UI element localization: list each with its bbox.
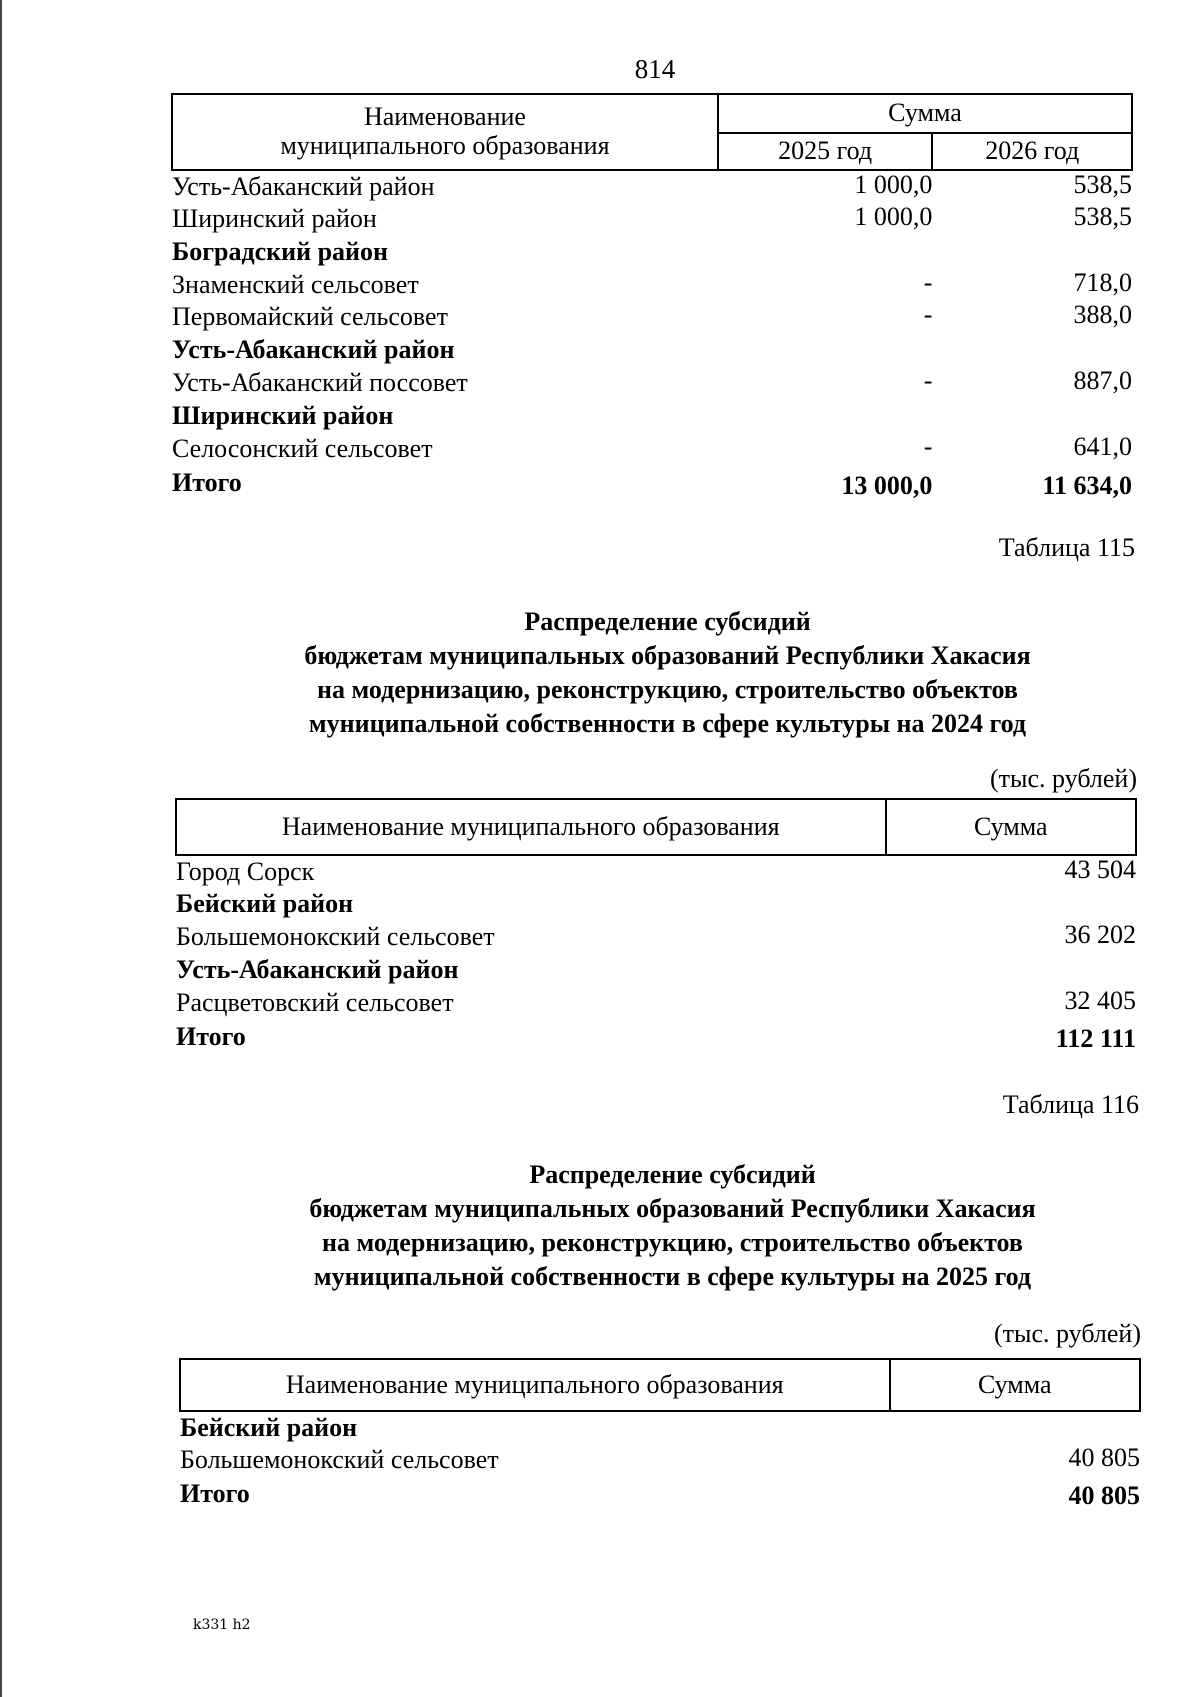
row-name: Расцветовский сельсовет xyxy=(176,988,454,1018)
table-row xyxy=(172,269,1132,301)
column-header-name: Наименование муниципального образования xyxy=(180,1359,890,1411)
title-line: Распределение субсидий xyxy=(529,1160,816,1189)
subsidy-table-2025 xyxy=(179,1358,1141,1511)
row-value: 32 405 xyxy=(1064,986,1136,1015)
column-header-sum: Сумма xyxy=(890,1359,1141,1411)
column-header-sum: Сумма xyxy=(718,94,1132,133)
column-header-2026: 2026 год xyxy=(932,133,1132,170)
row-value-2025: - xyxy=(923,268,933,297)
table-body xyxy=(176,855,1136,1054)
row-value-2026 xyxy=(932,236,1132,269)
row-value-2026: 388,0 xyxy=(1073,300,1132,329)
title-line: на модернизацию, реконструкцию, строительство объектов xyxy=(317,675,1018,704)
table-row xyxy=(172,170,1132,203)
row-name: Большемонокский сельсовет xyxy=(176,922,495,952)
row-name: Бейский район xyxy=(180,1412,358,1442)
table-row xyxy=(172,334,1132,367)
row-value-2025: - xyxy=(923,432,933,461)
table-row xyxy=(172,236,1132,269)
row-value-2025 xyxy=(718,236,933,269)
row-value-2026 xyxy=(932,400,1132,433)
title-line: на модернизацию, реконструкцию, строительство объектов xyxy=(322,1228,1023,1257)
table-116-units: (тыс. рублей) xyxy=(993,1319,1141,1348)
row-value-2025 xyxy=(718,334,933,367)
table-row xyxy=(172,465,1132,501)
table-row xyxy=(172,203,1132,236)
subsidy-table-continued xyxy=(171,93,1133,501)
table-row xyxy=(172,433,1132,465)
row-name: Усть-Абаканский поссовет xyxy=(172,368,468,398)
row-value: 36 202 xyxy=(1064,920,1136,949)
row-name: Первомайский сельсовет xyxy=(172,302,448,332)
row-name: Селосонский сельсовет xyxy=(172,433,433,463)
row-name: Ширинский район xyxy=(172,204,377,234)
row-name: Усть-Абаканский район xyxy=(172,335,455,365)
row-name: Усть-Абаканский район xyxy=(176,955,459,985)
row-value: 43 504 xyxy=(1064,855,1136,884)
row-name: Бейский район xyxy=(176,889,354,919)
row-value-2025: 1 000,0 xyxy=(854,202,933,231)
row-value-2026: 718,0 xyxy=(1073,268,1132,297)
row-value-2026 xyxy=(932,334,1132,367)
row-name: Ширинский район xyxy=(172,401,394,431)
page-number: 814 xyxy=(634,54,676,84)
table-body xyxy=(172,170,1132,501)
scan-left-edge xyxy=(0,0,2,1697)
table-row xyxy=(172,301,1132,334)
row-value: 112 111 xyxy=(1055,1024,1136,1054)
table-row xyxy=(176,954,1136,987)
table-116-caption: Таблица 116 xyxy=(1002,1090,1139,1119)
subsidy-table-2024 xyxy=(175,798,1137,1054)
table-row xyxy=(176,1020,1136,1054)
row-name: Знаменский сельсовет xyxy=(172,269,419,299)
row-name: Усть-Абаканский район xyxy=(172,171,435,201)
table-row xyxy=(180,1444,1140,1477)
row-name: Город Сорск xyxy=(176,856,315,886)
row-value-2025: - xyxy=(923,366,933,395)
row-name: Итого xyxy=(180,1478,250,1508)
row-value-2025: - xyxy=(923,300,933,329)
title-line: муниципальной собственности в сфере культуры на 2024 год xyxy=(308,709,1027,738)
row-value xyxy=(886,888,1137,921)
table-115-caption: Таблица 115 xyxy=(998,533,1135,562)
row-name: Большемонокский сельсовет xyxy=(180,1445,499,1475)
row-value-2025: 13 000,0 xyxy=(841,471,933,501)
row-value-2026: 887,0 xyxy=(1073,366,1132,395)
column-header-name: Наименование муниципального образования xyxy=(172,94,718,170)
table-row xyxy=(176,987,1136,1020)
table-row xyxy=(176,888,1136,921)
row-value xyxy=(890,1411,1141,1444)
row-value: 40 805 xyxy=(1068,1481,1140,1511)
row-value-2025: 1 000,0 xyxy=(854,170,933,199)
row-value xyxy=(886,954,1137,987)
table-115-units: (тыс. рублей) xyxy=(989,764,1137,793)
row-value: 40 805 xyxy=(1068,1443,1140,1472)
row-name: Итого xyxy=(176,1021,246,1051)
row-name: Итого xyxy=(172,467,242,497)
column-header-name: Наименование муниципального образования xyxy=(176,799,886,855)
title-line: Распределение субсидий xyxy=(524,607,811,636)
table-row xyxy=(180,1411,1140,1444)
table-115-title xyxy=(200,605,1135,741)
row-value-2025 xyxy=(718,400,933,433)
table-body xyxy=(180,1411,1140,1511)
row-value-2026: 11 634,0 xyxy=(1042,471,1132,501)
title-line: бюджетам муниципальных образований Республики Хакасия xyxy=(309,1194,1036,1223)
column-header-sum: Сумма xyxy=(886,799,1137,855)
row-value-2026: 641,0 xyxy=(1073,432,1132,461)
table-row xyxy=(172,367,1132,400)
table-row xyxy=(176,855,1136,888)
footer-code: k331 h2 xyxy=(193,1617,251,1633)
column-header-2025: 2025 год xyxy=(718,133,933,170)
table-116-title xyxy=(205,1158,1140,1294)
row-name: Боградский район xyxy=(172,237,389,267)
row-value-2026: 538,5 xyxy=(1073,202,1132,231)
row-value-2026: 538,5 xyxy=(1073,170,1132,199)
table-row xyxy=(180,1477,1140,1511)
table-row xyxy=(172,400,1132,433)
title-line: бюджетам муниципальных образований Республики Хакасия xyxy=(304,641,1031,670)
table-row xyxy=(176,921,1136,954)
title-line: муниципальной собственности в сфере культуры на 2025 год xyxy=(313,1262,1032,1291)
